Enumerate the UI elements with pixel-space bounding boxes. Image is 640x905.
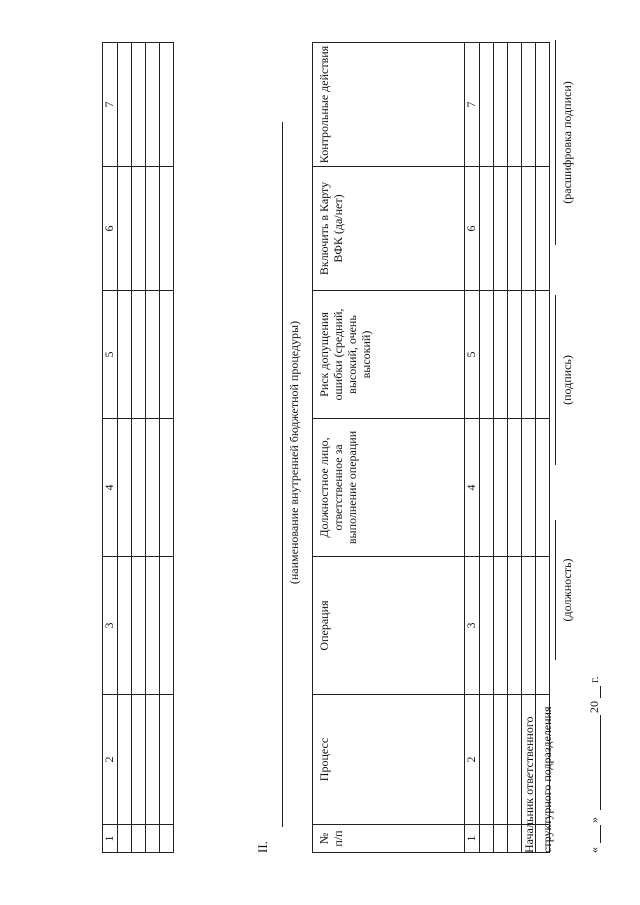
table-2-col-number: 7: [465, 43, 480, 167]
table-1-col-number: 4: [103, 419, 118, 557]
signature-line: [555, 295, 556, 465]
table-2-col-number: 5: [465, 291, 480, 419]
table-1-col-number: 2: [103, 695, 118, 825]
position-line: [555, 520, 556, 660]
head-title-line-2: структурного подразделения: [540, 706, 554, 853]
section-number: II.: [255, 841, 270, 853]
table-2-col-number: 2: [465, 695, 480, 825]
date-year-prefix: 20: [587, 701, 601, 713]
table-row: [118, 43, 132, 853]
date-open-quote: «: [587, 847, 601, 853]
date-year-line: [600, 686, 601, 698]
decoding-line: [555, 40, 556, 245]
table-2-col-number: 6: [465, 167, 480, 291]
table-1-col-number: 5: [103, 291, 118, 419]
date-day-line: [600, 825, 601, 843]
table-2-header-row: [313, 43, 465, 853]
col-header-control-actions: Контрольные действия: [313, 43, 465, 167]
table-row: [146, 43, 160, 853]
decoding-caption: (расшифровка подписи): [560, 81, 574, 204]
table-2-col-number: 3: [465, 557, 480, 695]
table-2-number-row: [465, 43, 480, 853]
date-month-line: [600, 715, 601, 810]
procedure-caption: (наименование внутренней бюджетной процедуры): [287, 320, 301, 585]
col-header-number: № п/п: [313, 825, 465, 853]
table-2-col-number: 4: [465, 419, 480, 557]
col-header-error-risk: Риск допущения ошибки (средний, высокий, очень высокий): [313, 291, 465, 419]
table-2: [312, 42, 550, 853]
col-header-operation: Операция: [313, 557, 465, 695]
signature-caption: (подпись): [560, 355, 574, 405]
table-row: [160, 43, 174, 853]
col-header-responsible-official: Должностное лицо, ответственное за выполнение операции: [313, 419, 465, 557]
table-row: [480, 43, 494, 853]
col-header-process: Процесс: [313, 695, 465, 825]
col-header-include-in-vfk-map: Включить в Карту ВФК (да/нет): [313, 167, 465, 291]
date-close-quote: »: [587, 817, 601, 823]
table-1-number-row: [103, 43, 118, 853]
table-1-col-number: 7: [103, 43, 118, 167]
table-row: [494, 43, 508, 853]
table-1-col-number: 6: [103, 167, 118, 291]
table-1-col-number: 1: [103, 825, 118, 853]
table-2-col-number: 1: [465, 825, 480, 853]
date-year-suffix: г.: [587, 676, 601, 683]
table-row: [132, 43, 146, 853]
table-row: [508, 43, 522, 853]
procedure-name-line: [282, 122, 283, 827]
position-caption: (должность): [560, 558, 574, 622]
table-1: [102, 42, 174, 853]
head-title-line-1: Начальник ответственного: [522, 716, 536, 853]
table-1-col-number: 3: [103, 557, 118, 695]
